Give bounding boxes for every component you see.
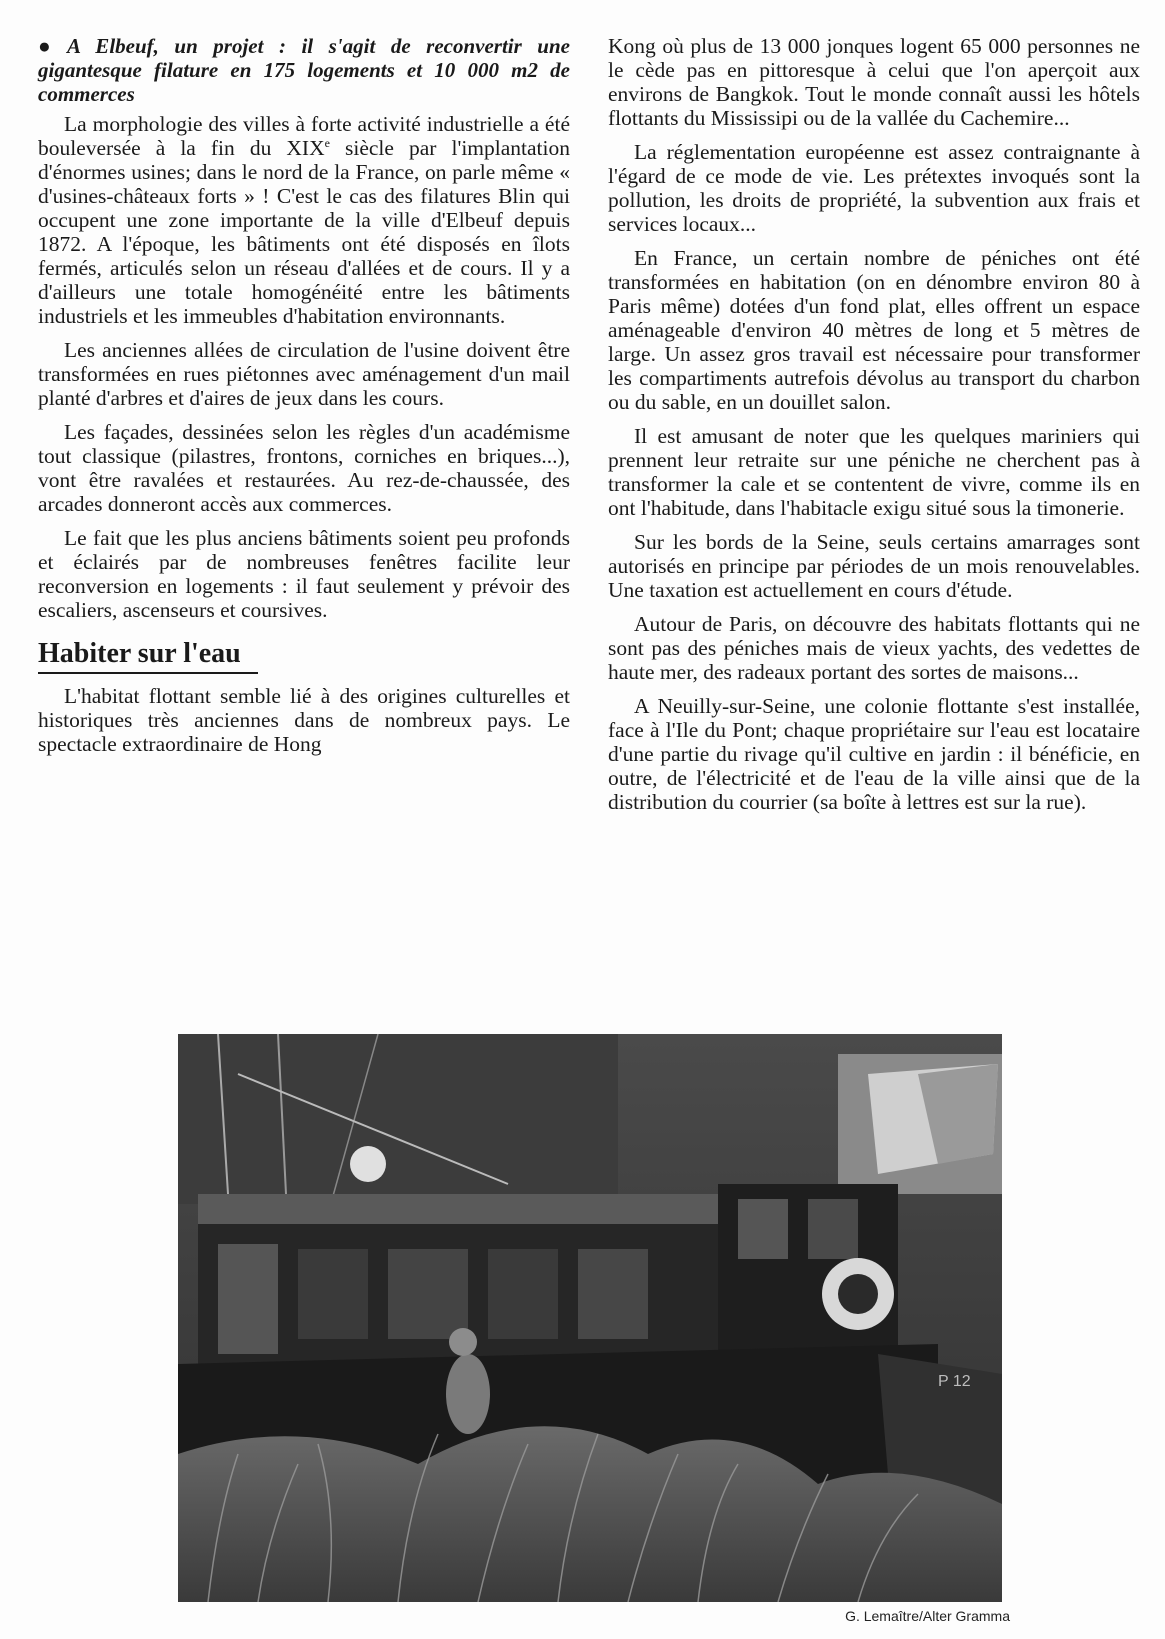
houseboat-illustration — [178, 1034, 1002, 1602]
paragraph-morphologie-start: La morphologie des villes à forte activité industrielle a été bouleversée à la fin du XIX — [38, 112, 570, 160]
paragraph-batiments: Le fait que les plus anciens bâtiments soient peu profonds et éclairés par de nombreuses fenêtres facilite leur reconversion en logements : il faut seulement y prévoir des escaliers, ascenseurs et coursives. — [38, 526, 570, 622]
paragraph-bords-seine: Sur les bords de la Seine, seuls certains amarrages sont autorisés en principe par périodes de un mois renouvelables. Une taxation est actuellement en cours d'étude. — [608, 530, 1140, 602]
left-column — [38, 34, 570, 766]
paragraph-habitat-flottant: L'habitat flottant semble lié à des origines culturelles et historiques très anciennes dans de nombreux pays. Le spectacle extraordinaire de Hong — [38, 684, 570, 756]
bullet-icon: ● — [38, 34, 61, 58]
paragraph-hong-kong-cont: Kong où plus de 13 000 jonques logent 65 000 personnes ne le cède pas en pittoresque à celui que l'on aperçoit aux environs de Bangkok. Tout le monde connaît aussi les hôtels flottants du Mississipi ou de la vallée du Cachemire... — [608, 34, 1140, 130]
paragraph-morphologie — [38, 112, 570, 328]
lead-heading — [38, 34, 570, 106]
paragraph-allees: Les anciennes allées de circulation de l'usine doivent être transformées en rues piétonnes avec aménagement d'un mail planté d'arbres et d'aires de jeux dans les cours. — [38, 338, 570, 410]
paragraph-reglementation: La réglementation européenne est assez contraignante à l'égard de ce mode de vie. Les prétextes invoqués sont la pollution, les droits de propriété, la subvention aux frais et services locaux... — [608, 140, 1140, 236]
right-column — [608, 34, 1140, 824]
photo-credit: G. Lemaître/Alter Gramma — [845, 1608, 1010, 1624]
houseboat-photo — [178, 1034, 1002, 1602]
hull-marking: P 12 — [938, 1373, 971, 1390]
paragraph-france-peniches: En France, un certain nombre de péniches ont été transformées en habitation (on en dénombre environ 80 à Paris même) dotées d'un fond plat, elles offrent un espace aménageable d'environ 40 mètres de long et 5 mètres de large. Un assez gros travail est nécessaire pour transformer les compartiments autrefois dévolus au transport du charbon ou du sable, en un douillet salon. — [608, 246, 1140, 414]
century-superscript: e — [324, 135, 330, 150]
paragraph-mariniers: Il est amusant de noter que les quelques mariniers qui prennent leur retraite sur une péniche ne cherchent pas à transformer la cale et se contentent de vivre, comme ils en ont l'habitude, dans l'habitacle exigu situé sous la timonerie. — [608, 424, 1140, 520]
paragraph-morphologie-end: siècle par l'implantation d'énormes usines; dans le nord de la France, on parle même « d'usines-châteaux forts » ! C'est le cas des filatures Blin qui occupent une zone importante de la ville d'Elbeuf depuis 1872. A l'époque, les bâtiments ont été disposés en îlots fermés, articulés selon un réseau d'allées et de cours. Il y a d'ailleurs une totale homogénéité entre les bâtiments industriels et les immeubles d'habitation environnants. — [38, 136, 570, 328]
lead-text: A Elbeuf, un projet : il s'agit de reconvertir une gigantesque filature en 175 logements et 10 000 m2 de commerces — [38, 34, 570, 106]
paragraph-neuilly: A Neuilly-sur-Seine, une colonie flottante s'est installée, face à l'Ile du Pont; chaque propriétaire sur l'eau est locataire d'une partie du rivage qu'il cultive en jardin : il bénéficie, en outre, de l'électricité et de l'eau de la ville ainsi que de la distribution du courrier (sa boîte à lettres est sur la rue). — [608, 694, 1140, 814]
paragraph-facades: Les façades, dessinées selon les règles d'un académisme tout classique (pilastres, frontons, corniches en briques...), vont être ravalées et restaurées. Au rez-de-chaussée, des arcades donneront accès aux commerces. — [38, 420, 570, 516]
paragraph-autour-paris: Autour de Paris, on découvre des habitats flottants qui ne sont pas des péniches mais de vieux yachts, des vedettes de haute mer, des radeaux portant des sortes de maisons... — [608, 612, 1140, 684]
section-heading: Habiter sur l'eau — [38, 642, 258, 674]
